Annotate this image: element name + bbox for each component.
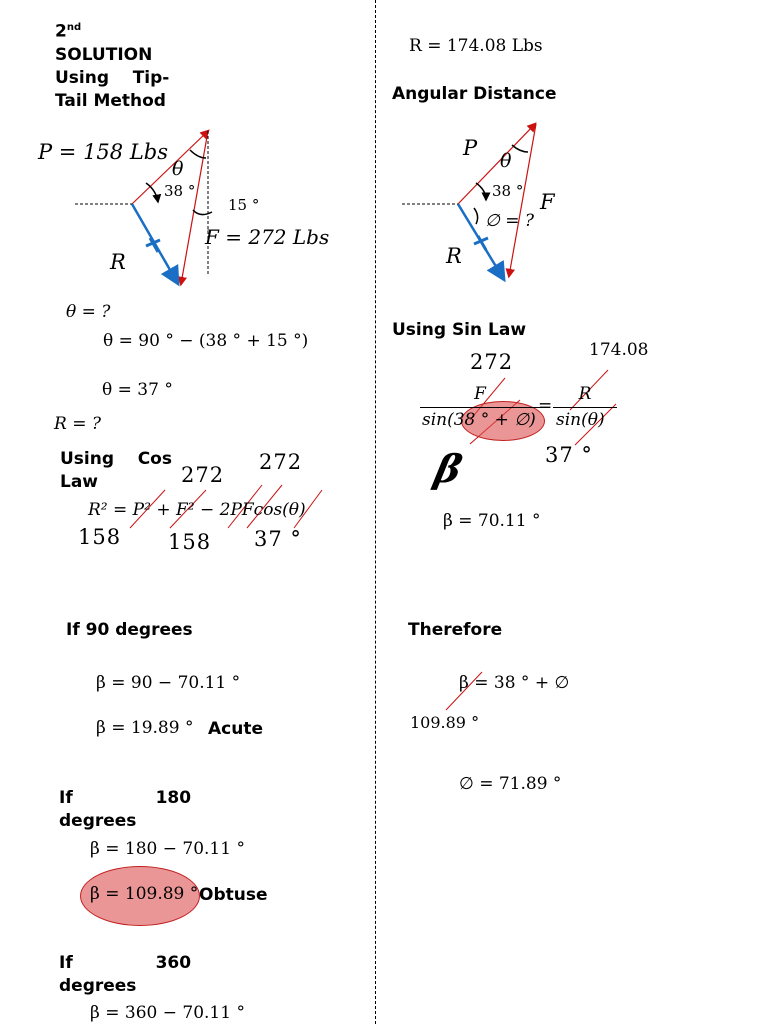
if-180-heading	[59, 787, 191, 833]
if-360-heading	[59, 952, 191, 998]
beta-180-equation-1: β = 180 − 70.11 °	[90, 839, 245, 859]
beta-90-equation-2: β = 19.89 °	[96, 718, 194, 738]
if-90-heading: If 90 degrees	[66, 620, 193, 640]
theta-label: θ	[172, 158, 184, 180]
r-label: R	[110, 250, 126, 274]
if-360-line-1: If 360	[59, 953, 192, 973]
handwritten-37: 37 °	[254, 527, 302, 551]
therefore-heading: Therefore	[408, 620, 503, 640]
fraction-2-bar	[553, 407, 617, 408]
theta-question: θ = ?	[66, 302, 111, 322]
beta-90-equation-1: β = 90 − 70.11 °	[96, 673, 241, 693]
phi-question: ∅ = ?	[485, 211, 534, 231]
angle-15-arc	[193, 210, 212, 215]
handwritten-272: 272	[470, 350, 514, 374]
angular-distance-heading: Angular Distance	[392, 84, 557, 104]
f-label-2: F	[540, 190, 555, 214]
r-label-2: R	[446, 244, 462, 268]
cos-law-formula: R² = P² + F² − 2PFcos(θ)	[88, 500, 306, 520]
acute-label: Acute	[208, 719, 263, 739]
if-360-line-2: degrees	[59, 976, 137, 996]
cos-law-heading	[60, 448, 172, 494]
handwritten-37-right: 37 °	[545, 443, 593, 467]
r-result: R = 174.08 Lbs	[409, 36, 543, 56]
r-question: R = ?	[54, 414, 101, 434]
handwritten-272-b: 272	[259, 450, 303, 474]
theta-arc-2	[512, 145, 528, 152]
handwritten-174-08: 174.08	[589, 340, 649, 360]
equals-sign: =	[538, 396, 553, 416]
if-180-line-2: degrees	[59, 811, 137, 831]
beta-360-equation-1: β = 360 − 70.11 °	[90, 1003, 245, 1023]
fraction-1-denominator: sin(38 ° + ∅)	[422, 410, 536, 430]
handwritten-158-a: 158	[78, 525, 122, 549]
sin-law-heading: Using Sin Law	[392, 320, 527, 340]
heading-line-4: Tail Method	[55, 90, 166, 111]
obtuse-label: Obtuse	[199, 885, 268, 905]
f-label: F = 272 Lbs	[205, 225, 330, 249]
angle-38-arc-2	[476, 183, 486, 200]
theta-label-2: θ	[500, 150, 512, 172]
beta-180-equation-2: β = 109.89 °	[90, 884, 199, 904]
fraction-1-numerator: F	[474, 384, 486, 404]
handwritten-272-a: 272	[181, 463, 225, 487]
phi-arc	[474, 208, 478, 224]
handwritten-109-89: 109.89 °	[410, 713, 480, 732]
cos-heading-line-2: Law	[60, 472, 99, 492]
cos-heading-line-1: Using Cos	[60, 449, 172, 469]
heading-line-3: Using Tip-	[55, 67, 170, 88]
r-vector-mark-2	[474, 236, 488, 250]
beta-symbol: β	[431, 446, 467, 491]
heading-superscript: nd	[66, 22, 82, 33]
p-label: P = 158 Lbs	[38, 140, 168, 164]
beta-angle-equation: β = 38 ° + ∅	[459, 673, 570, 693]
fraction-1-bar	[420, 407, 542, 408]
angle-15-label: 15 °	[228, 196, 260, 214]
angle-38-arc	[146, 183, 158, 202]
fraction-2-denominator: sin(θ)	[556, 410, 605, 430]
phi-value: ∅ = 71.89 °	[459, 774, 562, 794]
beta-value: β = 70.11 °	[443, 511, 541, 531]
fraction-2-numerator: R	[578, 384, 592, 404]
angle-38-label: 38 °	[164, 182, 196, 200]
theta-equation-2: θ = 37 °	[102, 380, 173, 400]
angle-38-label-2: 38 °	[492, 182, 524, 200]
if-180-line-1: If 180	[59, 788, 192, 808]
heading-line-2: SOLUTION	[55, 44, 153, 65]
p-label-2: P	[463, 136, 478, 160]
theta-equation-1: θ = 90 ° − (38 ° + 15 °)	[103, 331, 309, 351]
handwritten-158-b: 158	[168, 530, 212, 554]
heading-number: 2	[55, 21, 67, 42]
